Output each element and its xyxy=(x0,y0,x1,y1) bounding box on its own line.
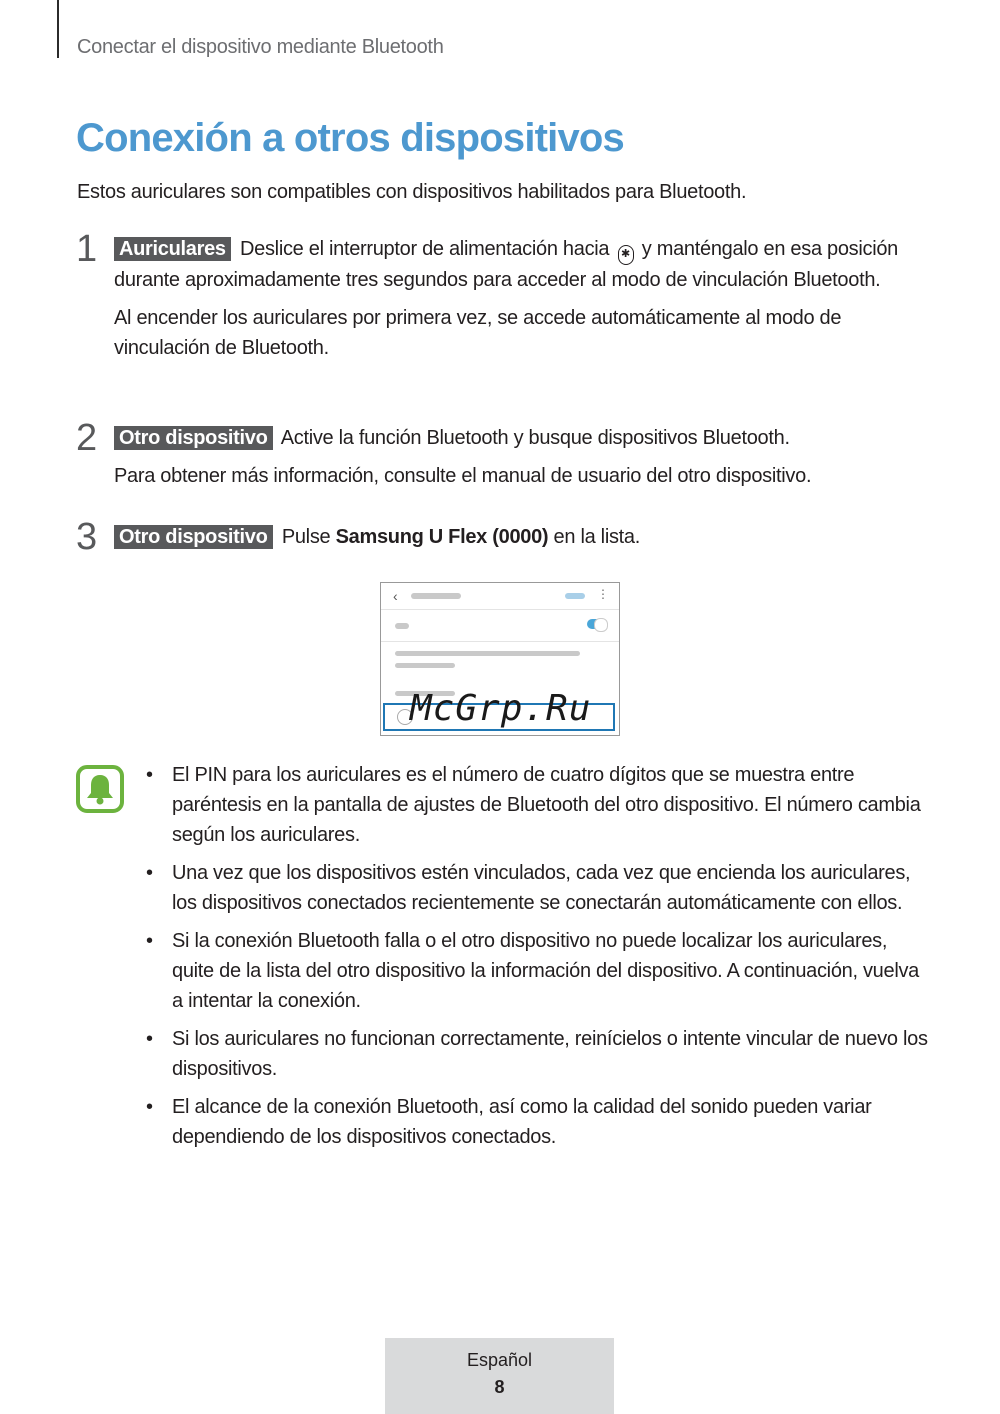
step-2 xyxy=(114,423,924,491)
screenshot-stop-blur xyxy=(565,593,585,599)
step-1-text-b: y manténgalo en esa posición durante aproximadamente tres segundos para acceder al modo de vinculación Bluetooth. xyxy=(114,238,899,291)
step-3-number: 3 xyxy=(76,516,98,558)
note-item xyxy=(146,760,931,850)
note-item xyxy=(146,926,931,1016)
screenshot-divider xyxy=(381,641,619,642)
header-rule xyxy=(57,0,59,58)
note-item xyxy=(146,858,931,918)
bullet: • xyxy=(146,1096,153,1118)
bullet: • xyxy=(146,764,153,786)
note-text: El alcance de la conexión Bluetooth, así como la calidad del sonido pueden variar dependiendo de los dispositivos conectados. xyxy=(172,1096,872,1148)
screenshot-on-blur xyxy=(395,623,409,629)
step-1-note: Al encender los auriculares por primera vez, se accede automáticamente al modo de vinculación de Bluetooth. xyxy=(114,307,842,359)
step-2-number: 2 xyxy=(76,417,98,459)
step-3-text-b: en la lista. xyxy=(553,526,640,548)
page-number: 8 xyxy=(494,1377,505,1397)
device-name: Samsung U Flex (0000) xyxy=(335,526,549,548)
bluetooth-icon: ✱ xyxy=(618,245,634,265)
notes-list xyxy=(146,760,931,1160)
screenshot-app-bar xyxy=(381,583,619,610)
page-footer xyxy=(385,1338,614,1414)
bullet: • xyxy=(146,862,153,884)
note-text: Si la conexión Bluetooth falla o el otro dispositivo no puede localizar los auriculares, quite de la lista del otro dispositivo la información del dispositivo. A continuación, vuelva a intentar la conexión. xyxy=(172,930,919,1012)
step-3-text-a: Pulse xyxy=(281,526,331,548)
step-2-text: Active la función Bluetooth y busque dispositivos Bluetooth. xyxy=(280,427,790,449)
step-1-text-a: Deslice el interruptor de alimentación hacia xyxy=(240,238,610,260)
bullet: • xyxy=(146,1028,153,1050)
page-title: Conexión a otros dispositivos xyxy=(76,116,624,160)
bell-note-icon xyxy=(76,765,124,813)
note-text: El PIN para los auriculares es el número de cuatro dígitos que se muestra entre paréntesis en la pantalla de ajustes de Bluetooth del otro dispositivo. El número cambia según los auriculares. xyxy=(172,764,921,846)
section-header: Conectar el dispositivo mediante Bluetooth xyxy=(77,36,444,58)
step-1 xyxy=(114,234,924,363)
bullet: • xyxy=(146,930,153,952)
step-1-number: 1 xyxy=(76,228,98,270)
back-arrow-icon: ‹ xyxy=(393,588,398,604)
step-1-tag: Auriculares xyxy=(114,237,231,261)
screenshot-title-blur xyxy=(411,593,461,599)
footer-language: Español xyxy=(466,1350,533,1370)
step-2-note: Para obtener más información, consulte el manual de usuario del otro dispositivo. xyxy=(114,465,812,487)
step-3-tag: Otro dispositivo xyxy=(114,525,273,549)
toggle-icon xyxy=(587,619,607,629)
intro-text: Estos auriculares son compatibles con dispositivos habilitados para Bluetooth. xyxy=(77,181,747,203)
note-text: Si los auriculares no funcionan correctamente, reinícielos o intente vincular de nuevo los dispositivos. xyxy=(172,1028,928,1080)
watermark: McGrp.Ru xyxy=(410,688,592,729)
note-item xyxy=(146,1092,931,1152)
step-3 xyxy=(114,522,924,552)
step-2-tag: Otro dispositivo xyxy=(114,426,273,450)
more-options-icon: ⋮ xyxy=(597,587,609,601)
note-text: Una vez que los dispositivos estén vinculados, cada vez que encienda los auriculares, los dispositivos conectados recientemente se conectarán automáticamente con ellos. xyxy=(172,862,911,914)
screenshot-desc-blur-1 xyxy=(395,651,580,656)
screenshot-desc-blur-2 xyxy=(395,663,455,668)
note-item xyxy=(146,1024,931,1084)
